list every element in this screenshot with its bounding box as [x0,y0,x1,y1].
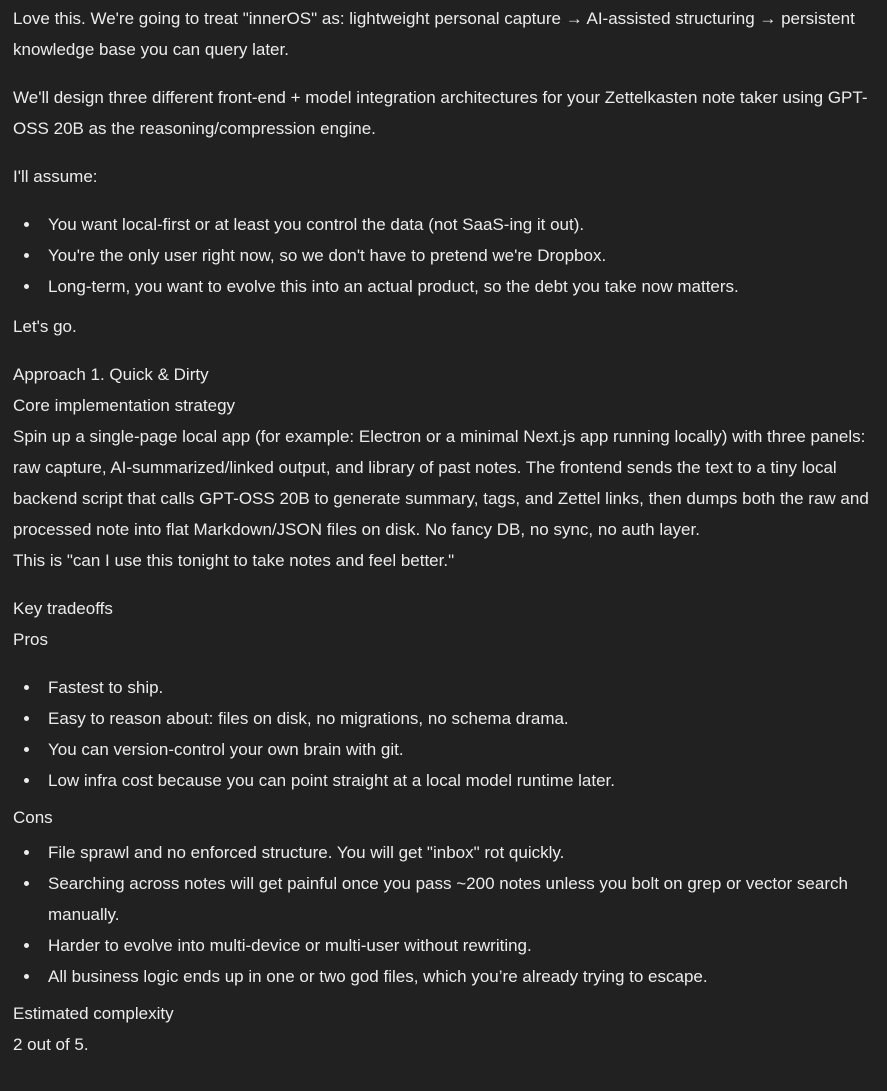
list-item: You're the only user right now, so we don't have to pretend we're Dropbox. [13,240,875,271]
assumptions-lead: I'll assume: [13,167,98,186]
strategy-text: Spin up a single-page local app (for example: Electron or a minimal Next.js app running locally) with three panels: raw capture, AI-summarized/linked output, and library of past notes. The frontend sends the text to a tiny local backend script that calls GPT-OSS 20B to generate summary, tags, and Zettel links, then dumps both the raw and processed note into flat Markdown/JSON files on disk. No fancy DB, no sync, no auth layer. [13,427,869,539]
list-item: Low infra cost because you can point straight at a local model runtime later. [13,765,875,796]
cons-heading: Cons [13,808,53,827]
list-item: Easy to reason about: files on disk, no migrations, no schema drama. [13,703,875,734]
assumptions-list [13,209,875,302]
cons-list [13,837,875,992]
intro-paragraph: Love this. We're going to treat "innerOS" as: lightweight personal capture → AI-assisted structuring → persistent knowledge base you can query later. [13,9,855,59]
list-item: You can version-control your own brain with git. [13,734,875,765]
approach-heading: Approach 1. Quick & Dirty [13,365,209,384]
list-item: Long-term, you want to evolve this into an actual product, so the debt you take now matters. [13,271,875,302]
list-item: You want local-first or at least you control the data (not SaaS-ing it out). [13,209,875,240]
list-item: All business logic ends up in one or two god files, which you’re already trying to escape. [13,961,875,992]
intro-paragraph: We'll design three different front-end + model integration architectures for your Zettelkasten note taker using GPT-OSS 20B as the reasoning/compression engine. [13,88,868,138]
strategy-heading: Core implementation strategy [13,396,236,415]
strategy-note: This is "can I use this tonight to take notes and feel better." [13,551,455,570]
list-item: Harder to evolve into multi-device or multi-user without rewriting. [13,930,875,961]
complexity-value: 2 out of 5. [13,1035,89,1054]
tradeoffs-heading: Key tradeoffs [13,599,113,618]
list-item: Searching across notes will get painful once you pass ~200 notes unless you bolt on grep or vector search manually. [13,868,875,930]
list-item: Fastest to ship. [13,672,875,703]
list-item: File sprawl and no enforced structure. You will get "inbox" rot quickly. [13,837,875,868]
intro-closing: Let's go. [13,317,77,336]
pros-list [13,672,875,796]
complexity-heading: Estimated complexity [13,1004,174,1023]
pros-heading: Pros [13,630,48,649]
